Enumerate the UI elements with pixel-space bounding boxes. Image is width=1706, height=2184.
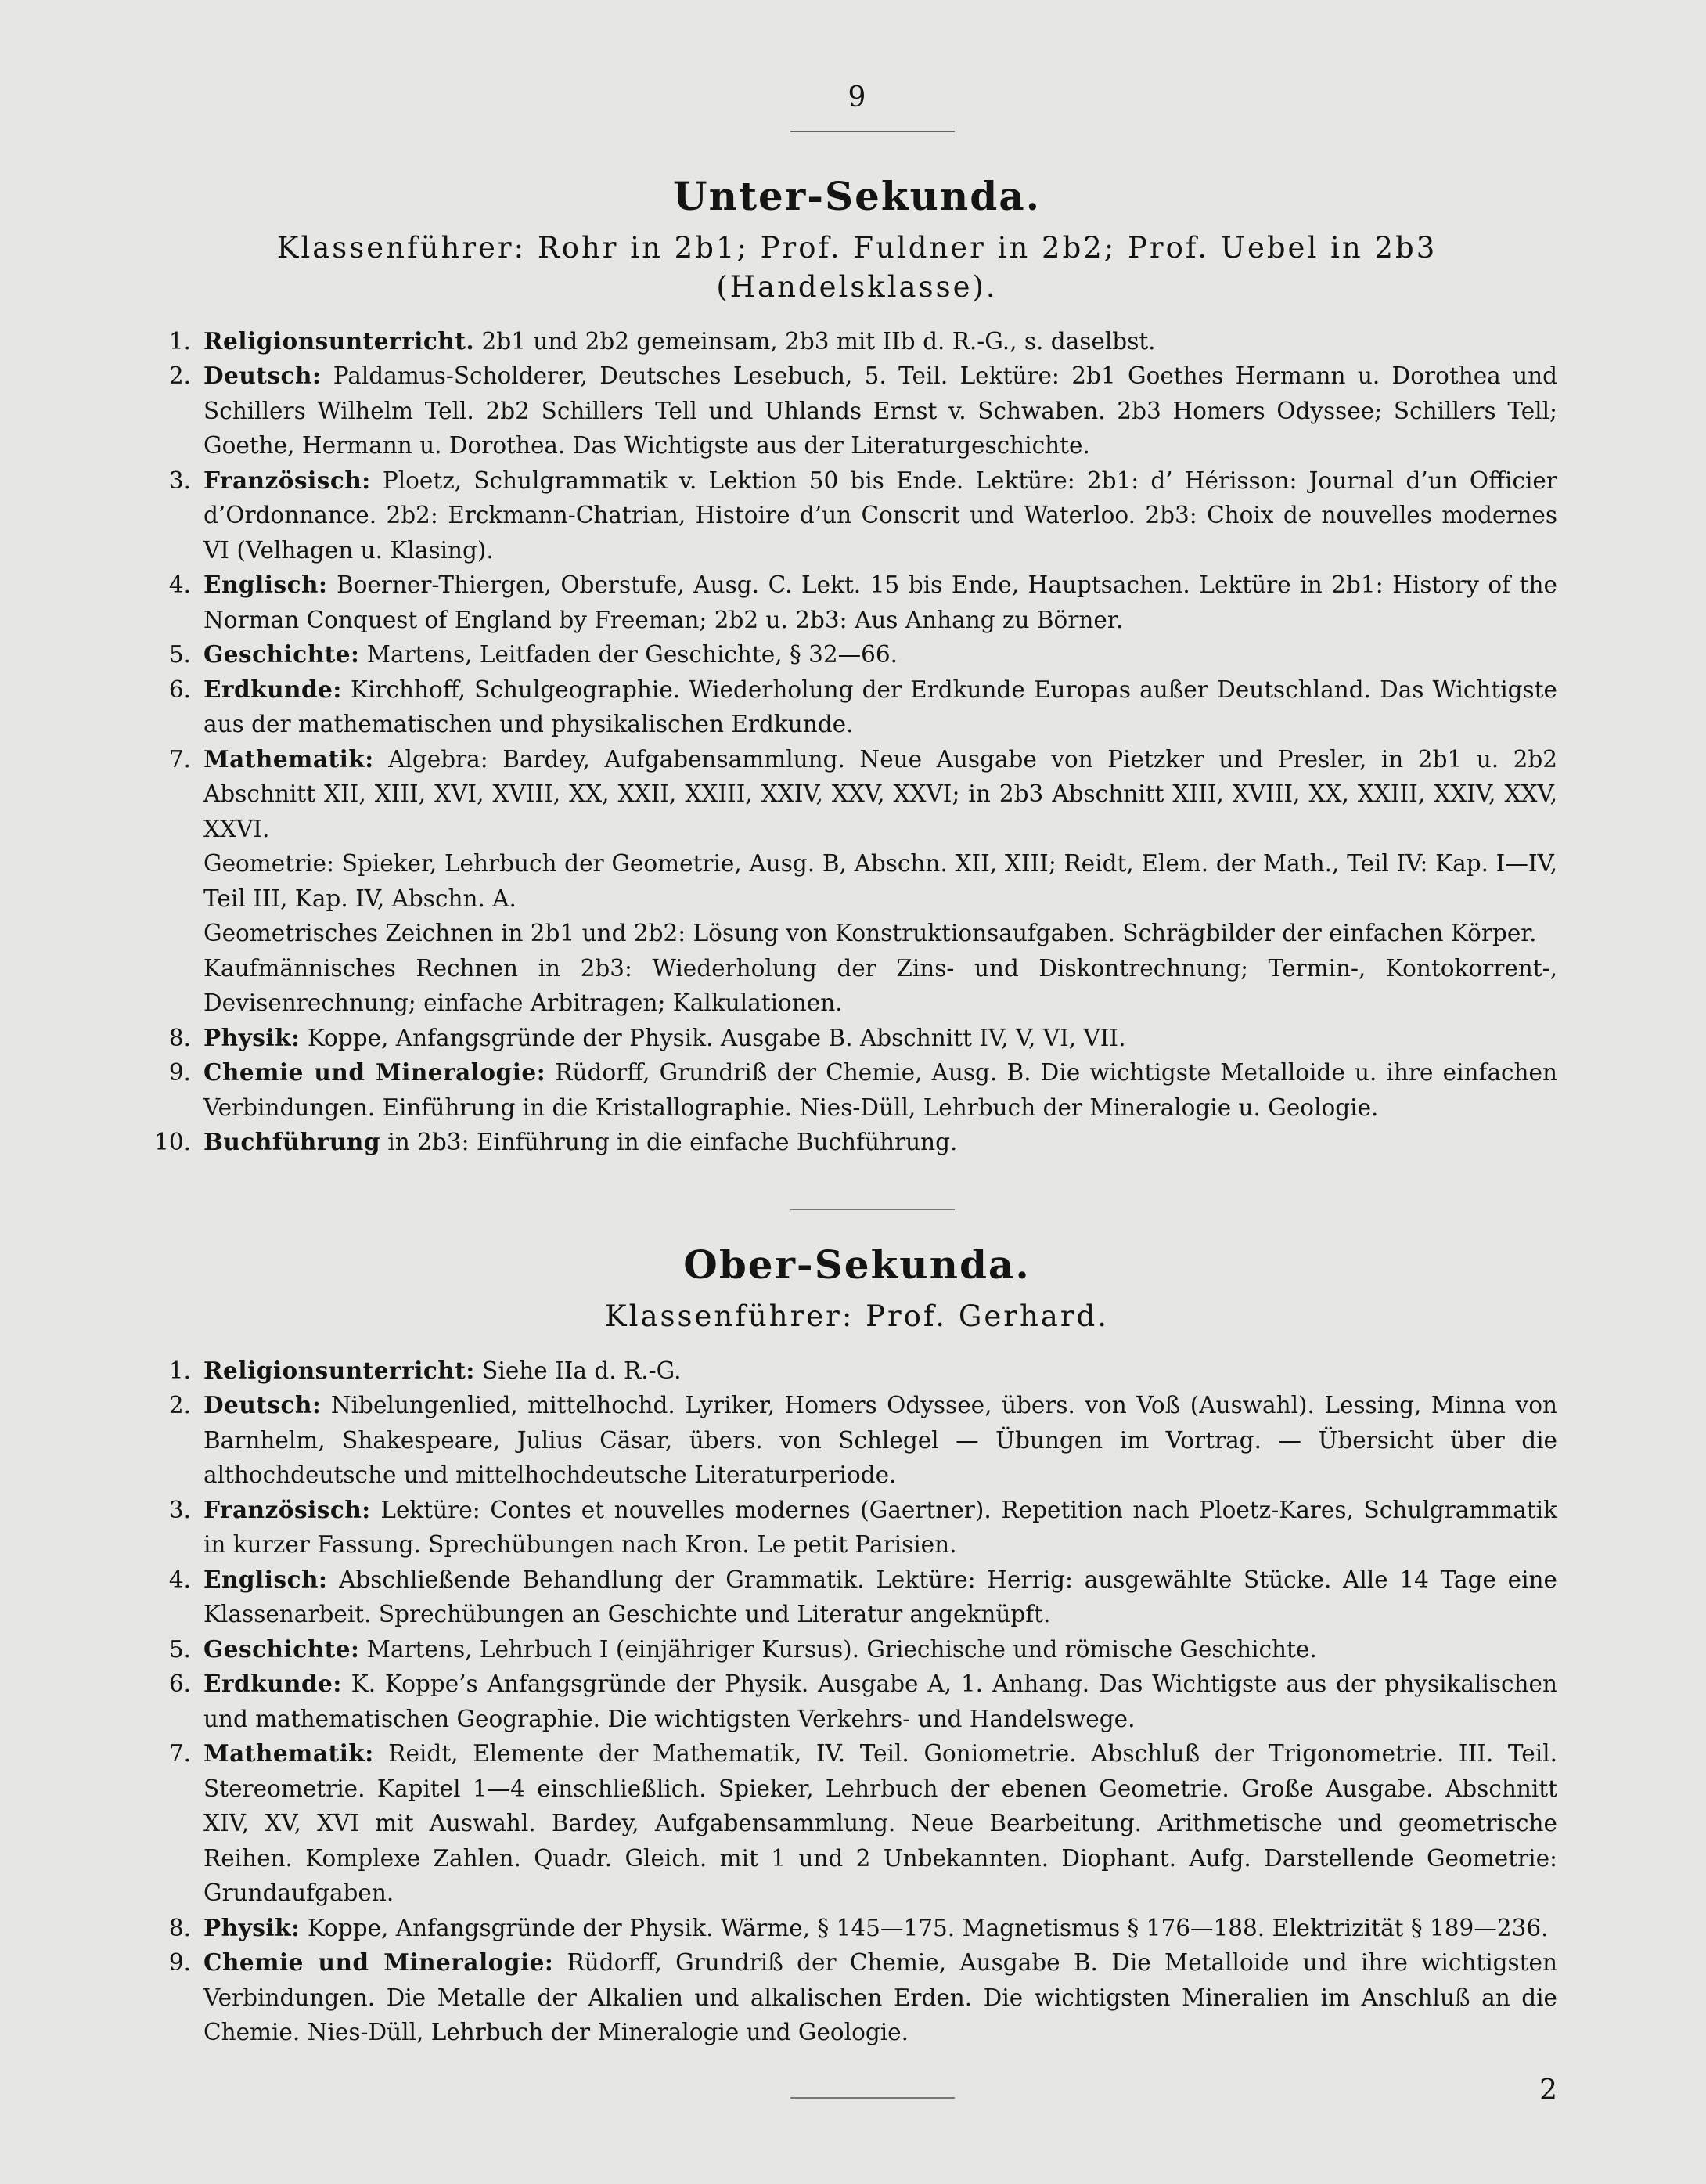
- item-text: Kaufmännisches Rechnen in 2b3: Wiederholung der Zins- und Diskontrechnung; Termin-, Kontokorrent-, Devisenrechnung; einfache Arbitragen; Kalkulationen.: [203, 954, 1557, 1017]
- subject-label: Religionsunterricht.: [203, 326, 475, 355]
- item-text: Algebra: Bardey, Aufgabensammlung. Neue Ausgabe von Pietzker und Presler, in 2b1 u. 2b2 Abschnitt XII, XIII, XVI, XVIII, XX, XXII, XXIII, XXIV, XXV, XXVI; in 2b3 Abschnitt XIII, XVIII, XX, XXIII, XXIV, XXV, XXVI.: [203, 745, 1557, 842]
- subject-label: Erdkunde:: [203, 675, 342, 703]
- item-text: Rüdorff, Grundriß der Chemie, Ausgabe B. Die Metalloide und ihre wichtigsten Verbindungen. Die Metalle der Alkalien und alkalischen Erden. Die wichtigsten Mineralien im Anschluß an die Chemie. Nies-Düll, Lehrbuch der Mineralogie und Geologie.: [203, 1949, 1557, 2046]
- subject-label: Chemie und Mineralogie:: [203, 1058, 546, 1087]
- subject-label: Deutsch:: [203, 1391, 322, 1419]
- subject-label: Chemie und Mineralogie:: [203, 1948, 554, 1977]
- class-lead: Klassenführer: Rohr in 2b1; Prof. Fuldner in 2b2; Prof. Uebel in 2b3 (Handelsklasse).: [276, 231, 1438, 304]
- subject-item: [110, 463, 1557, 568]
- subject-item: [110, 672, 1557, 742]
- item-number: 8.: [168, 1914, 191, 1941]
- item-text: Paldamus-Scholderer, Deutsches Lesebuch, 5. Teil. Lektüre: 2b1 Goethes Hermann u. Dorothea und Schillers Wilhelm Tell. 2b2 Schillers Tell und Uhlands Ernst v. Schwaben. 2b3 Homers Odyssee; Schillers Tell; Goethe, Hermann u. Dorothea. Das Wichtigste aus der Literaturgeschichte.: [203, 362, 1557, 460]
- item-text: in 2b3: Einführung in die einfache Buchführung.: [387, 1129, 958, 1156]
- item-text: Abschließende Behandlung der Grammatik. Lektüre: Herrig: ausgewählte Stücke. Alle 14 Tage eine Klassenarbeit. Sprechübungen an Geschichte und Literatur angeknüpft.: [203, 1566, 1557, 1628]
- subject-label: Geschichte:: [203, 1634, 360, 1663]
- item-text: Ploetz, Schulgrammatik v. Lektion 50 bis Ende. Lektüre: 2b1: d’ Hérisson: Journal d’un Officier d’Ordonnance. 2b2: Erckmann-Chatrian, Histoire d’un Conscrit und Waterloo. 2b3: Choix de nouvelles modernes VI (Velhagen u. Klasing).: [203, 467, 1557, 564]
- subject-list: [110, 1353, 1557, 2050]
- sheet-signature: 2: [1539, 2074, 1557, 2107]
- item-number: 4.: [168, 1566, 191, 1593]
- subject-item: [110, 1667, 1557, 1736]
- item-number: 3.: [168, 467, 191, 494]
- subject-item: [110, 568, 1557, 637]
- subject-label: Mathematik:: [203, 1739, 374, 1768]
- subject-item: [110, 1353, 1557, 1389]
- subject-item: [110, 1021, 1557, 1056]
- section-title: Unter-Sekunda.: [673, 173, 1041, 219]
- item-text: Siehe IIa d. R.-G.: [482, 1357, 682, 1384]
- subject-label: Englisch:: [203, 1565, 328, 1593]
- subject-item: [110, 1388, 1557, 1493]
- subject-item: [110, 637, 1557, 672]
- subject-label: Physik:: [203, 1023, 301, 1051]
- subject-item: [110, 1055, 1557, 1125]
- item-number: 5.: [168, 641, 191, 669]
- subject-item: [110, 324, 1557, 359]
- page-number: 9: [848, 81, 866, 114]
- item-text: Boerner-Thiergen, Oberstufe, Ausg. C. Lekt. 15 bis Ende, Hauptsachen. Lektüre in 2b1: History of the Norman Conquest of England by Freeman; 2b2 u. 2b3: Aus Anhang zu Börner.: [203, 571, 1557, 633]
- item-number: 1.: [168, 1357, 191, 1384]
- subject-item: [110, 1945, 1557, 2050]
- item-text: Lektüre: Contes et nouvelles modernes (Gaertner). Repetition nach Ploetz-Kares, Schulgrammatik in kurzer Fassung. Sprechübungen nach Kron. Le petit Parisien.: [203, 1496, 1557, 1559]
- subject-item: [110, 1493, 1557, 1562]
- section-divider: [790, 1209, 955, 1210]
- subject-label: Geschichte:: [203, 640, 360, 669]
- item-number: 7.: [168, 1740, 191, 1768]
- subject-item: [110, 742, 1557, 1021]
- item-number: 7.: [168, 745, 191, 773]
- item-text: Reidt, Elemente der Mathematik, IV. Teil. Goniometrie. Abschluß der Trigonometrie. III. Teil. Stereometrie. Kapitel 1—4 einschließlich. Spieker, Lehrbuch der ebenen Geometrie. Große Ausgabe. Abschnitt XIV, XV, XVI mit Auswahl. Bardey, Aufgabensammlung. Neue Bearbeitung. Arithmetische und geometrische Reihen. Komplexe Zahlen. Quadr. Gleich. mit 1 und 2 Unbekannten. Diophant. Aufg. Darstellende Geometrie: Grundaufgaben.: [203, 1740, 1557, 1907]
- item-text: Geometrie: Spieker, Lehrbuch der Geometrie, Ausg. B, Abschn. XII, XIII; Reidt, Elem. der Math., Teil IV: Kap. I—IV, Teil III, Kap. IV, Abschn. A.: [203, 850, 1557, 912]
- subject-item: [110, 359, 1557, 463]
- item-number: 6.: [168, 676, 191, 703]
- subject-label: Deutsch:: [203, 362, 322, 390]
- subject-label: Englisch:: [203, 571, 328, 599]
- subject-label: Französisch:: [203, 466, 371, 494]
- item-number: 5.: [168, 1635, 191, 1663]
- item-number: 9.: [168, 1059, 191, 1087]
- item-text: Nibelungenlied, mittelhochd. Lyriker, Homers Odyssee, übers. von Voß (Auswahl). Lessing, Minna von Barnhelm, Shakespeare, Julius Cäsar, übers. von Schlegel — Übungen im Vortrag. — Übersicht über die althochdeutsche und mittelhochdeutsche Literaturperiode.: [203, 1392, 1557, 1489]
- section-unter-sekunda: [110, 173, 1557, 1160]
- item-number: 2.: [168, 1392, 191, 1419]
- subject-label: Erdkunde:: [203, 1670, 342, 1698]
- item-text: Martens, Leitfaden der Geschichte, § 32—66.: [366, 641, 898, 669]
- subject-label: Mathematik:: [203, 744, 374, 773]
- item-text: 2b1 und 2b2 gemeinsam, 2b3 mit IIb d. R.-G., s. daselbst.: [481, 327, 1156, 355]
- subject-label: Physik:: [203, 1913, 301, 1941]
- item-number: 8.: [168, 1024, 191, 1051]
- section-title: Ober-Sekunda.: [683, 1241, 1031, 1288]
- subject-item: [110, 1911, 1557, 1946]
- subject-label: Religionsunterricht:: [203, 1356, 475, 1384]
- item-number: 6.: [168, 1670, 191, 1698]
- item-text: Kirchhoff, Schulgeographie. Wiederholung der Erdkunde Europas außer Deutschland. Das Wichtigste aus der mathematischen und physikalischen Erdkunde.: [203, 676, 1557, 738]
- subject-item: [110, 1736, 1557, 1911]
- item-text: Geometrisches Zeichnen in 2b1 und 2b2: Lösung von Konstruktionsaufgaben. Schrägbilder der einfachen Körper.: [203, 920, 1537, 947]
- item-text: Koppe, Anfangsgründe der Physik. Ausgabe B. Abschnitt IV, V, VI, VII.: [307, 1024, 1126, 1051]
- subject-item: [110, 1632, 1557, 1667]
- section-divider: [790, 2097, 955, 2099]
- subject-label: Französisch:: [203, 1495, 371, 1523]
- item-number: 3.: [168, 1496, 191, 1523]
- item-number: 10.: [154, 1129, 191, 1156]
- item-number: 9.: [168, 1949, 191, 1977]
- item-text: Rüdorff, Grundriß der Chemie, Ausg. B. Die wichtigste Metalloide u. ihre einfachen Verbindungen. Einführung in die Kristallographie. Nies-Düll, Lehrbuch der Mineralogie u. Geologie.: [203, 1059, 1558, 1121]
- item-number: 2.: [168, 362, 191, 390]
- subject-list: [110, 324, 1557, 1160]
- section-ober-sekunda: [110, 1242, 1557, 2050]
- subject-label: Buchführung: [203, 1128, 380, 1156]
- header-rule: [790, 131, 955, 132]
- item-text: Martens, Lehrbuch I (einjähriger Kursus). Griechische und römische Geschichte.: [366, 1635, 1317, 1663]
- class-lead: Klassenführer: Prof. Gerhard.: [604, 1299, 1109, 1333]
- item-text: K. Koppe’s Anfangsgründe der Physik. Ausgabe A, 1. Anhang. Das Wichtigste aus der physikalischen und mathematischen Geographie. Die wichtigsten Verkehrs- und Handelswege.: [203, 1670, 1557, 1732]
- item-number: 1.: [168, 327, 191, 355]
- subject-item: [110, 1562, 1557, 1632]
- item-number: 4.: [168, 571, 191, 599]
- subject-item: [110, 1125, 1557, 1160]
- item-text: Koppe, Anfangsgründe der Physik. Wärme, § 145—175. Magnetismus § 176—188. Elektrizität § 189—236.: [307, 1914, 1549, 1941]
